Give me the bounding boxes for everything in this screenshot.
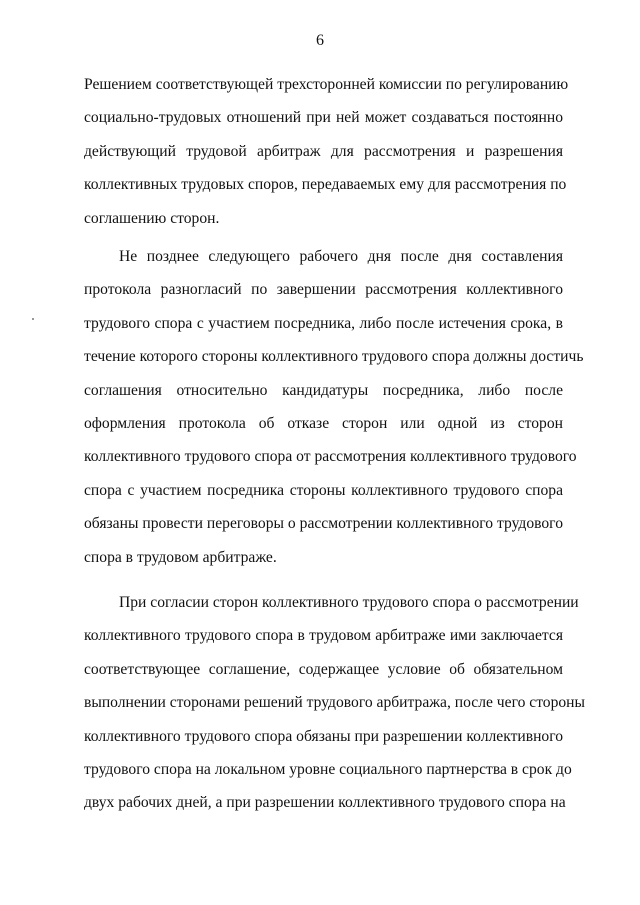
paragraph-2 xyxy=(84,240,584,574)
text-line: трудового спора на локальном уровне социального партнерства в срок до xyxy=(84,760,572,778)
text-line: обязаны провести переговоры о рассмотрении коллективного трудового xyxy=(84,515,563,533)
text-line: При согласии сторон коллективного трудового спора о рассмотрении xyxy=(119,594,579,611)
paragraph-3 xyxy=(84,586,586,820)
text-line: коллективного трудового спора от рассмотрения коллективного трудового xyxy=(84,448,577,466)
text-line: протокола разногласий по завершении рассмотрения коллективного xyxy=(84,281,563,299)
text-line: двух рабочих дней, а при разрешении коллективного трудового спора на xyxy=(84,794,566,812)
text-line: коллективного трудового спора в трудовом арбитраже ими заключается xyxy=(84,627,563,645)
paragraph-1 xyxy=(84,68,569,235)
text-line: течение которого стороны коллективного трудового спора должны достичь xyxy=(84,348,584,366)
text-line: соответствующее соглашение, содержащее условие об обязательном xyxy=(84,660,563,678)
text-line: социально-трудовых отношений при ней может создаваться постоянно xyxy=(84,109,563,127)
text-line: выполнении сторонами решений трудового арбитража, после чего стороны xyxy=(84,694,586,712)
text-line: коллективных трудовых споров, передаваемых ему для рассмотрения по xyxy=(84,176,567,194)
text-line: соглашения относительно кандидатуры посредника, либо после xyxy=(84,381,563,399)
page-number: 6 xyxy=(316,32,324,49)
text-line: оформления протокола об отказе сторон или одной из сторон xyxy=(84,414,563,432)
text-line: коллективного трудового спора обязаны при разрешении коллективного xyxy=(84,727,564,745)
text-line: спора в трудовом арбитраже. xyxy=(84,548,277,566)
text-line: Решением соответствующей трехсторонней комиссии по регулированию xyxy=(84,76,569,93)
text-line: трудового спора с участием посредника, либо после истечения срока, в xyxy=(84,314,563,332)
text-line: спора с участием посредника стороны коллективного трудового спора xyxy=(84,481,563,499)
text-line: соглашению сторон. xyxy=(84,209,220,227)
text-line: Не позднее следующего рабочего дня после дня составления xyxy=(119,248,563,265)
scan-speck xyxy=(32,318,34,320)
text-line: действующий трудовой арбитраж для рассмотрения и разрешения xyxy=(84,142,563,160)
